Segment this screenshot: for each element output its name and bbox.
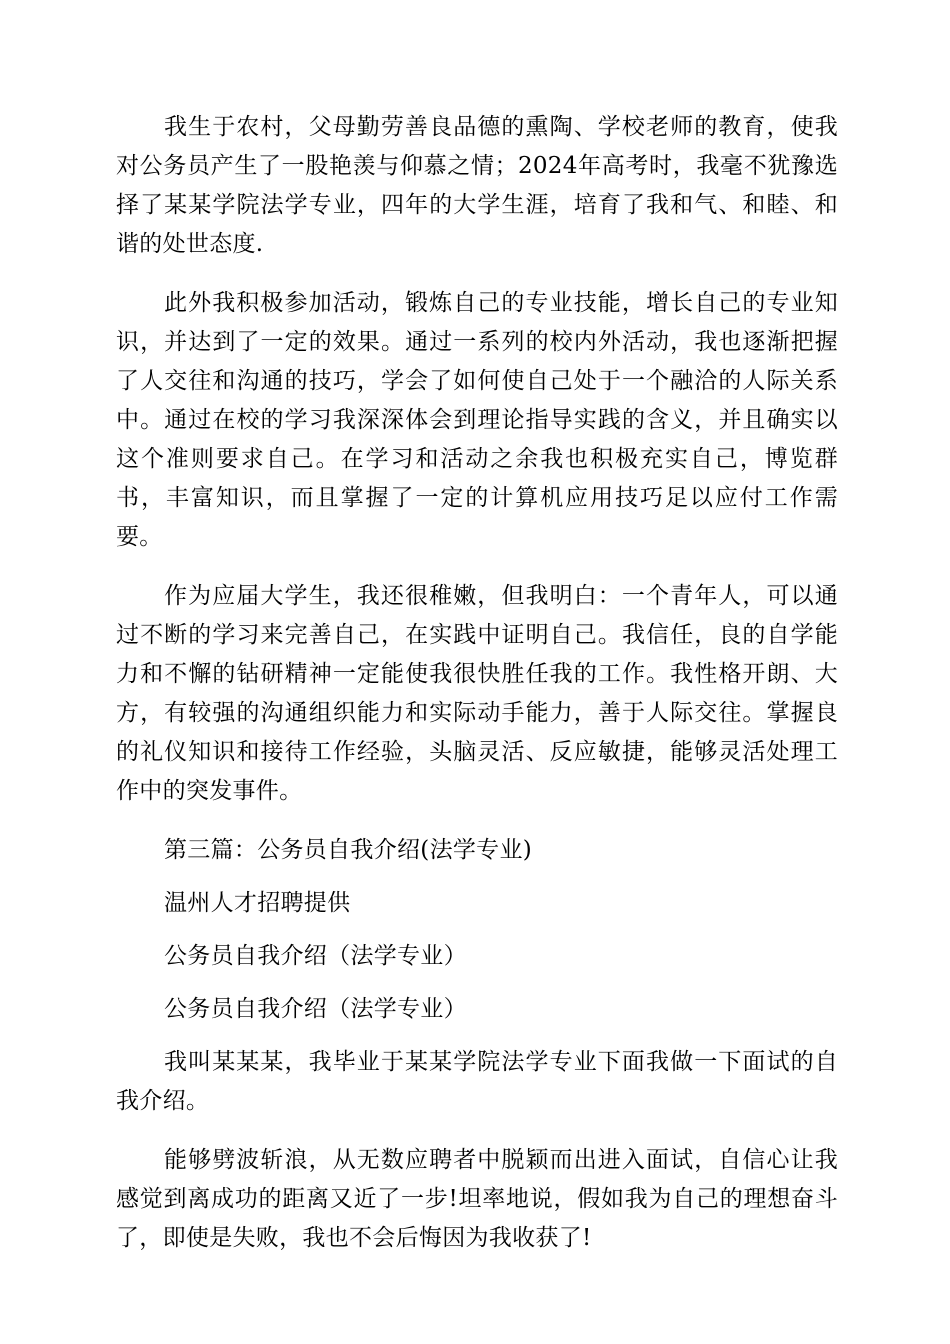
source-line: 温州人才招聘提供 [164, 890, 351, 916]
document-page [116, 108, 838, 1278]
section-heading: 第三篇：公务员自我介绍(法学专业) [164, 837, 533, 863]
paragraph-introduction: 我叫某某某，我毕业于某某学院法学专业下面我做一下面试的自我介绍。 [116, 1049, 838, 1114]
paragraph-confidence: 能够劈波斩浪，从无数应聘者中脱颖而出进入面试，自信心让我感觉到离成功的距离又近了一步!坦率地说，假如我为自己的理想奋斗了，即使是失败，我也不会后悔因为我收获了! [116, 1147, 838, 1251]
paragraph-activities: 此外我积极参加活动，锻炼自己的专业技能，增长自己的专业知识，并达到了一定的效果。通过一系列的校内外活动，我也逐渐把握了人交往和沟通的技巧，学会了如何使自己处于一个融洽的人际关系中。通过在校的学习我深深体会到理论指导实践的含义，并且确实以这个准则要求自己。在学习和活动之余我也积极充实自己，博览群书，丰富知识，而且掌握了一定的计算机应用技巧足以应付工作需要。 [116, 290, 838, 550]
subtitle-line: 公务员自我介绍（法学专业） [164, 943, 467, 969]
subtitle-line-repeat: 公务员自我介绍（法学专业） [164, 996, 467, 1022]
paragraph-upbringing: 我生于农村，父母勤劳善良品德的熏陶、学校老师的教育，使我对公务员产生了一股艳羡与仰慕之情；2024年高考时，我毫不犹豫选择了某某学院法学专业，四年的大学生涯，培育了我和气、和睦、和谐的处世态度. [116, 114, 838, 257]
paragraph-self-assessment: 作为应届大学生，我还很稚嫩，但我明白：一个青年人，可以通过不断的学习来完善自己，在实践中证明自己。我信任，良的自学能力和不懈的钻研精神一定能使我很快胜任我的工作。我性格开朗、大方，有较强的沟通组织能力和实际动手能力，善于人际交往。掌握良的礼仪知识和接待工作经验，头脑灵活、反应敏捷，能够灵活处理工作中的突发事件。 [116, 583, 838, 804]
